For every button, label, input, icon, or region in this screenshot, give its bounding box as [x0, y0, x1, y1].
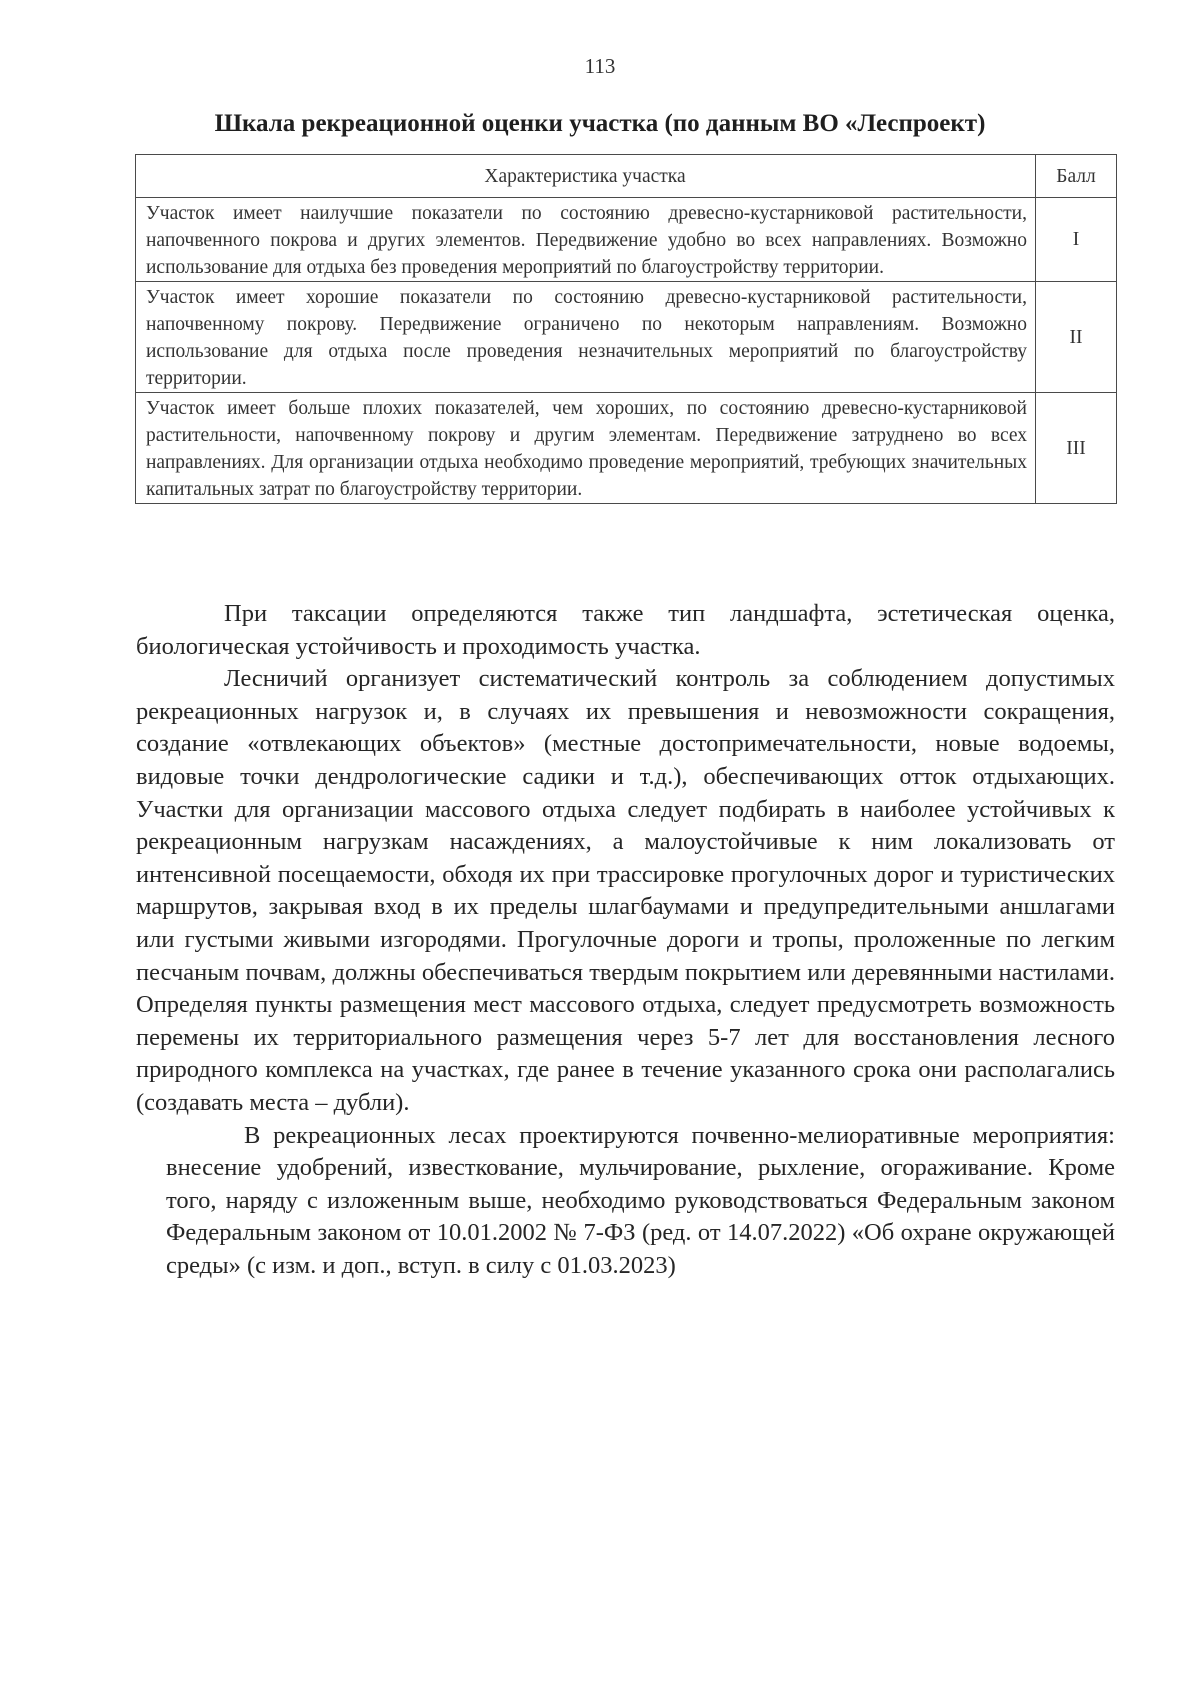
- header-characteristic: Характеристика участка: [136, 155, 1036, 198]
- header-score: Балл: [1036, 155, 1117, 198]
- paragraph-forester-control: Лесничий организует систематический контроль за соблюдением допустимых рекреационных нагрузок и, в случаях их превышения и невозможности сокращения, создание «отвлекающих объектов» (местные достопримечательности, новые водоемы, видовые точки дендрологические садики и т.д.), обеспечивающих отток отдыхающих. Участки для организации массового отдыха следует подбирать в наиболее устойчивых к рекреационным нагрузкам насаждениях, а малоустойчивые к ним локализовать от интенсивной посещаемости, обходя их при трассировке прогулочных дорог и туристических маршрутов, закрывая вход в их пределы шлагбаумами и предупредительными аншлагами или густыми живыми изгородями. Прогулочные дороги и тропы, проложенные по легким песчаным почвам, должны обеспечиваться твердым покрытием или деревянными настилами. Определяя пункты размещения мест массового отдыха, следует предусмотреть возможность перемены их территориального размещения через 5-7 лет для восстановления лесного природного комплекса на участках, где ранее в течение указанного срока они располагались (создавать места – дубли).: [136, 665, 1115, 1116]
- row-score: III: [1036, 393, 1117, 504]
- row-description: Участок имеет хорошие показатели по состоянию древесно-кустарниковой растительности, напочвенному покрову. Передвижение ограничено по некоторым направлениям. Возможно использование для отдыха после проведения незначительных мероприятий по благоустройству территории.: [136, 282, 1036, 393]
- row-score: II: [1036, 282, 1117, 393]
- table-row: [136, 198, 1117, 282]
- table-row: [136, 282, 1117, 393]
- row-description: Участок имеет больше плохих показателей, чем хороших, по состоянию древесно-кустарниковой растительности, напочвенному покрову и другим элементам. Передвижение затруднено во всех направлениях. Для организации отдыха необходимо проведение мероприятий, требующих значительных капитальных затрат по благоустройству территории.: [136, 393, 1036, 504]
- paragraph-taxation: При таксации определяются также тип ландшафта, эстетическая оценка, биологическая устойчивость и проходимость участка.: [136, 600, 1115, 660]
- body-text: [136, 598, 1115, 1282]
- paragraph-recreational-forests: В рекреационных лесах проектируются почвенно-мелиоративные мероприятия: внесение удобрений, известкование, мульчирование, рыхление, огораживание. Кроме того, наряду с изложенным выше, необходимо руководствоваться Федеральным законом Федеральным законом от 10.01.2002 № 7-ФЗ (ред. от 14.07.2022) «Об охране окружающей среды» (с изм. и доп., вступ. в силу с 01.03.2023): [166, 1121, 1115, 1279]
- table-title: Шкала рекреационной оценки участка (по данным ВО «Леспроект): [214, 110, 986, 137]
- table-header-row: [136, 155, 1117, 198]
- recreation-scale-table: [135, 154, 1117, 504]
- row-score: I: [1036, 198, 1117, 282]
- row-description: Участок имеет наилучшие показатели по состоянию древесно-кустарниковой растительности, напочвенного покрова и других элементов. Передвижение удобно во всех направлениях. Возможно использование для отдыха без проведения мероприятий по благоустройству территории.: [136, 198, 1036, 282]
- table-row: [136, 393, 1117, 504]
- page-number: 113: [584, 54, 616, 78]
